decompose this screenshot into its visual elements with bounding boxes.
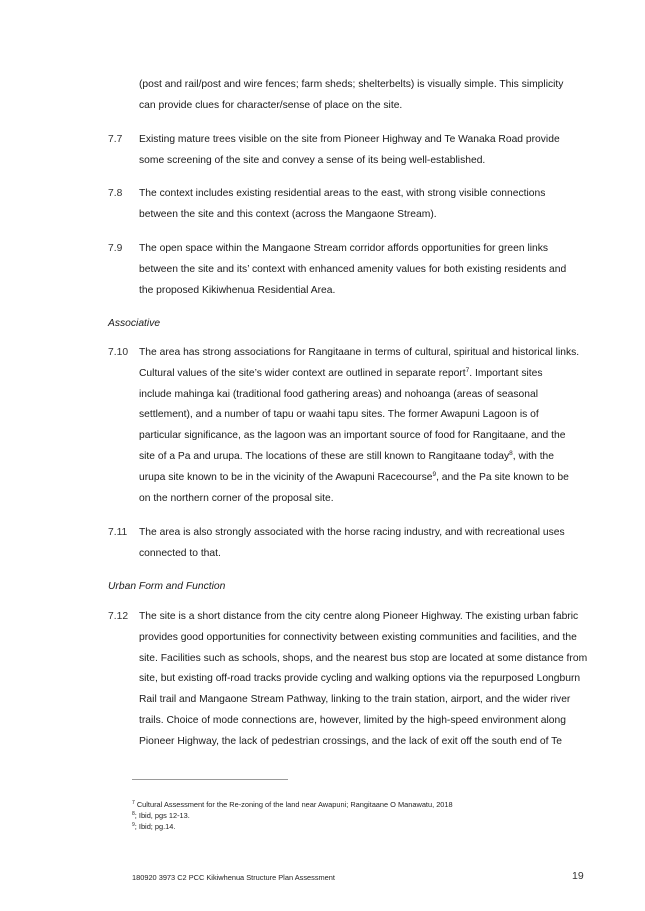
text-line: site, but existing off-road tracks provide cycling and walking options via the repurposed Longburn	[139, 673, 581, 685]
text-line: Existing mature trees visible on the site from Pioneer Highway and Te Wanaka Road provide	[139, 134, 560, 145]
paragraph-number: 7.11	[108, 527, 128, 538]
text-line: can provide clues for character/sense of place on the site.	[139, 99, 403, 111]
footnote-ref: 8	[509, 449, 513, 457]
footer-document-reference: 180920 3973 C2 PCC Kikiwhenua Structure Plan Assessment	[132, 873, 335, 882]
text-line: on the northern corner of the proposal site.	[139, 492, 334, 504]
text-line: between the site and its’ context with enhanced amenity values for both existing residents and	[139, 263, 567, 275]
footnote-9: $^9$; Ibid; pg.14.	[132, 822, 176, 831]
paragraph-number: 7.7	[108, 134, 123, 145]
text-line: Cultural values of the site’s wider context are outlined in separate report$^7$. Important sites	[139, 366, 543, 379]
paragraph-number: 7.8	[108, 188, 123, 199]
footnote-ref: 9	[432, 470, 437, 478]
footnote-7: $^7$ Cultural Assessment for the Re-zoning of the land near Awapuni; Rangitaane O Manawatu, 2018	[132, 800, 453, 809]
footnote-ref: 7	[465, 366, 470, 374]
section-heading-urban-form: Urban Form and Function	[108, 581, 226, 592]
text-line: the proposed Kikiwhenua Residential Area.	[139, 284, 336, 296]
text-line: The site is a short distance from the city centre along Pioneer Highway. The existing urban fabric	[139, 611, 579, 622]
text-line: Rail trail and Mangaone Stream Pathway, linking to the train station, airport, and the wider river	[139, 694, 571, 706]
text-line: between the site and this context (across the Mangaone Stream).	[139, 208, 437, 220]
page-number: 19	[572, 870, 584, 882]
text-line: particular significance, as the lagoon was an important source of food for Rangitaane, and the	[139, 430, 566, 442]
text-line: The area has strong associations for Rangitaane in terms of cultural, spiritual and historical links.	[139, 347, 580, 358]
text-line: settlement), and a number of tapu or waahi tapu sites. The former Awapuni Lagoon is of	[139, 409, 539, 421]
text-line: (post and rail/post and wire fences; farm sheds; shelterbelts) is visually simple. This simplicity	[139, 79, 564, 90]
paragraph-number: 7.10	[108, 347, 129, 358]
text-line: site of a Pa and urupa. The locations of these are still known to Rangitaane today$^8$, with the	[139, 449, 555, 462]
paragraph-number: 7.12	[108, 611, 129, 622]
text-line: The open space within the Mangaone Stream corridor affords opportunities for green links	[139, 243, 549, 254]
text-line: The context includes existing residential areas to the east, with strong visible connections	[139, 188, 546, 199]
text-line: site. Facilities such as schools, shops, and the nearest bus stop are located at some distance from	[139, 652, 588, 664]
section-heading-associative: Associative	[108, 318, 161, 329]
paragraph-number: 7.9	[108, 243, 123, 254]
text-line: some screening of the site and convey a sense of its being well-established.	[139, 154, 486, 166]
text-line: provides good opportunities for connectivity between existing communities and facilities, and the	[139, 631, 577, 643]
footnote-divider	[132, 779, 288, 780]
text-line: connected to that.	[139, 547, 221, 559]
text-line: The area is also strongly associated with the horse racing industry, and with recreational uses	[139, 527, 565, 538]
text-line: trails. Choice of mode connections are, however, limited by the high-speed environment along	[139, 714, 566, 726]
text-line: include mahinga kai (traditional food gathering areas) and nohoanga (areas of seasonal	[139, 388, 538, 400]
text-line: Pioneer Highway, the lack of pedestrian crossings, and the lack of exit off the south end of Te	[139, 735, 562, 747]
text-line: urupa site known to be in the vicinity of the Awapuni Racecourse$^9$, and the Pa site known to be	[139, 470, 569, 483]
continuation-paragraph	[139, 75, 600, 117]
footnote-8: $^8$; Ibid, pgs 12-13.	[132, 811, 190, 820]
